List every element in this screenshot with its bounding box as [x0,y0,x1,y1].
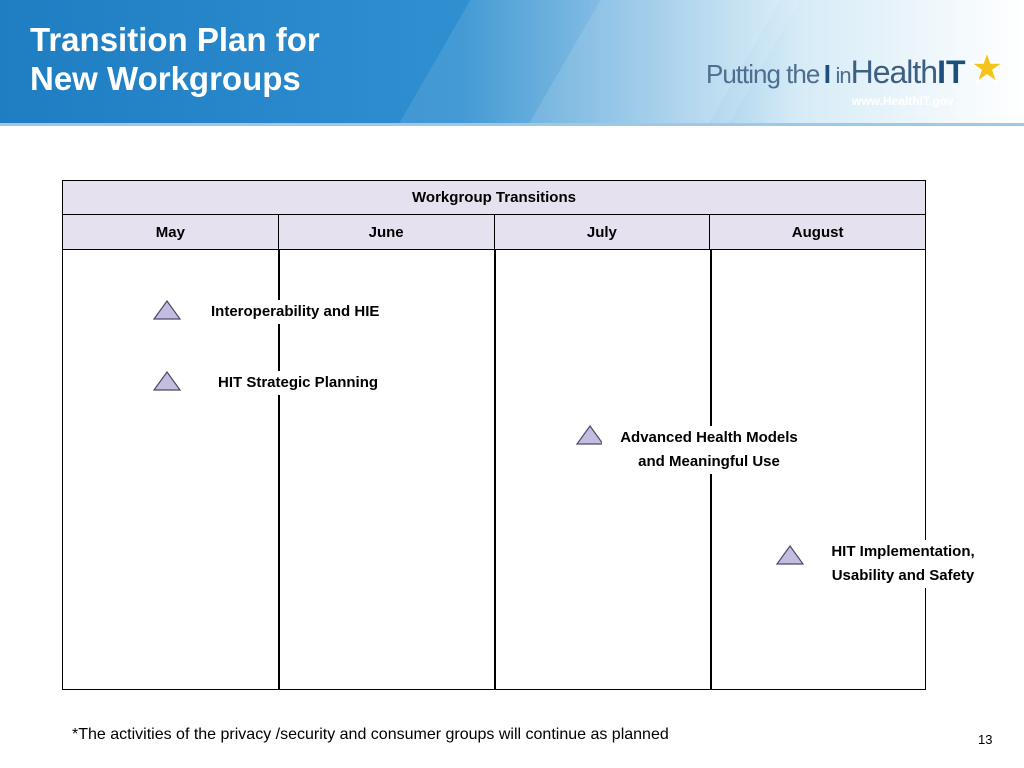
milestone-label-line: Usability and Safety [831,567,975,584]
table-header: Workgroup Transitions [63,181,925,215]
footnote: *The activities of the privacy /security and consumer groups will continue as planned [72,726,669,743]
milestone-triangle-icon [776,545,804,565]
logo-i: I [823,59,831,89]
month-header-row [63,215,925,250]
star-icon [970,50,1004,84]
logo-health: Health [850,54,938,90]
header-banner [0,0,1024,126]
milestone-label-strategic-planning: HIT Strategic Planning [212,371,384,395]
milestone-label-line: Advanced Health Models [620,429,798,446]
milestone-triangle-icon [576,425,604,445]
healthit-logo [706,54,1006,114]
milestone-label-advanced-health-models [602,426,816,474]
slide-title-line1: Transition Plan for [30,21,320,58]
month-may: May [63,215,279,249]
column-divider [494,250,496,689]
month-july: July [495,215,711,249]
page-number: 13 [978,732,993,747]
slide-title [30,20,320,98]
milestone-triangle-icon [153,371,181,391]
milestone-label-hit-implementation [806,540,1000,588]
logo-wordmark [706,54,966,91]
month-august: August [791,223,844,241]
milestone-triangle-icon [153,300,181,320]
milestone-label-line: and Meaningful Use [638,453,780,470]
logo-url: www.HealthIT.gov [852,94,954,108]
logo-putting: Putting the [706,59,820,89]
month-june: June [279,215,495,249]
milestone-label-interoperability: Interoperability and HIE [205,300,385,324]
logo-in: in [835,63,851,88]
milestone-label-line: HIT Implementation, [831,543,975,560]
banner-divider [0,123,1024,126]
logo-it: IT [937,54,966,90]
slide-title-line2: New Workgroups [30,60,301,97]
